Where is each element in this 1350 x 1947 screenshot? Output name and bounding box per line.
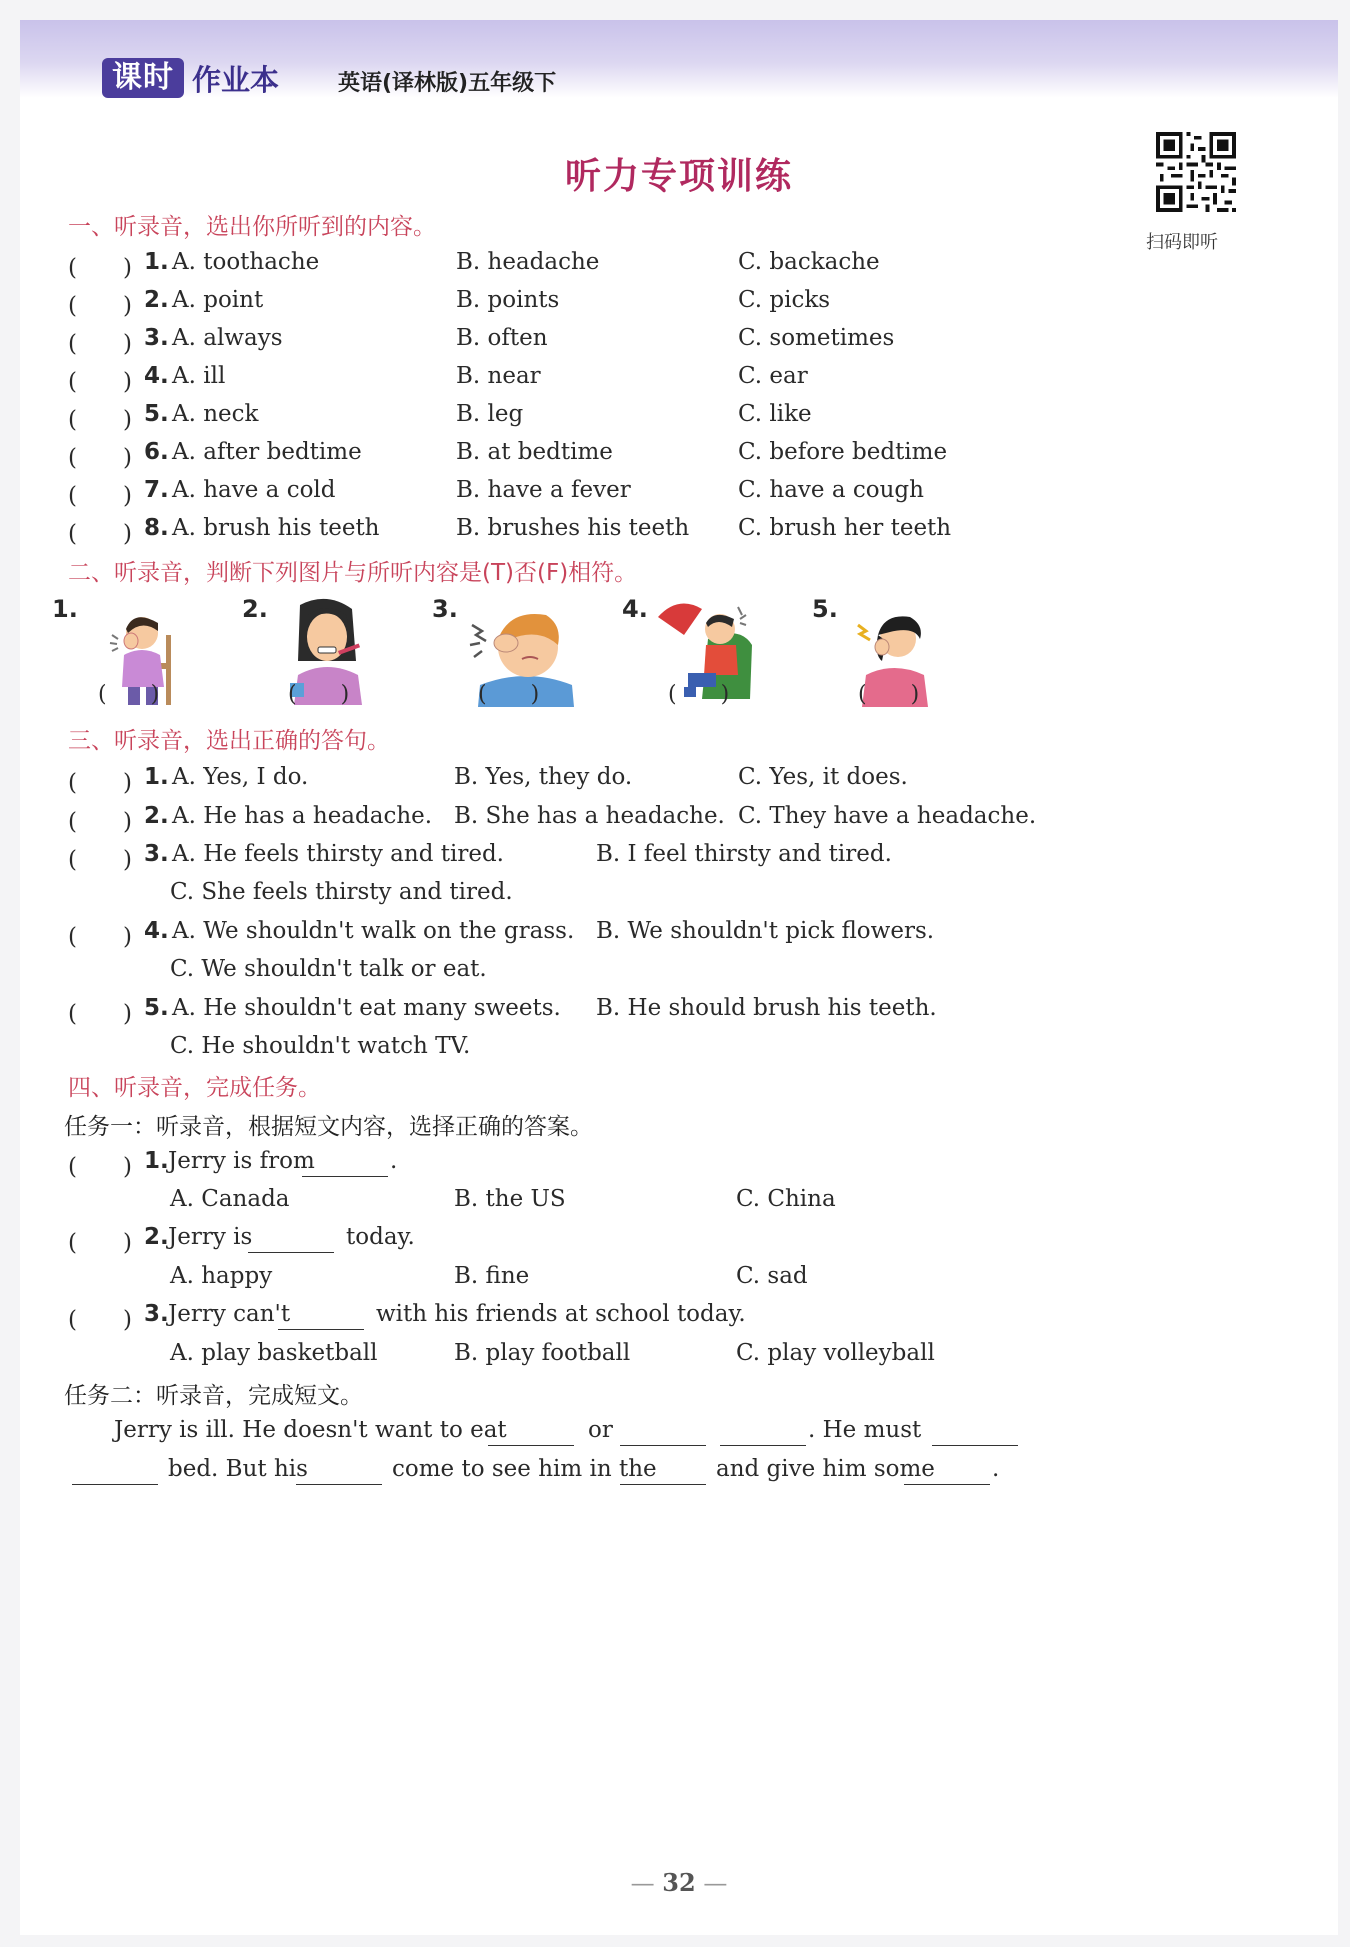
item-number: 1. [144, 1148, 169, 1174]
answer-paren[interactable]: ( ) [68, 407, 132, 433]
question-text-start: Jerry can't [168, 1301, 291, 1327]
picture-number: 5. [812, 595, 838, 623]
option-b: B. near [456, 363, 541, 389]
option-a: A. play basketball [170, 1340, 378, 1366]
option-a: A. He shouldn't eat many sweets. [172, 995, 561, 1021]
answer-paren[interactable]: ( ) [68, 521, 132, 547]
passage-text: Jerry is ill. He doesn't want to eat [114, 1417, 507, 1443]
answer-blank[interactable] [302, 1148, 388, 1177]
logo-box: 课时 [102, 58, 184, 98]
option-c: C. Yes, it does. [738, 764, 908, 790]
item-number: 3. [144, 841, 169, 867]
answer-blank[interactable] [904, 1456, 990, 1485]
section2-heading: 二、听录音，判断下列图片与所听内容是(T)否(F)相符。 [68, 560, 638, 586]
task1-heading: 任务一：听录音，根据短文内容，选择正确的答案。 [64, 1114, 593, 1140]
answer-blank[interactable] [720, 1417, 806, 1446]
option-c: C. sad [736, 1263, 808, 1289]
qr-code-icon[interactable] [1156, 132, 1236, 212]
answer-blank[interactable] [932, 1417, 1018, 1446]
option-b: B. I feel thirsty and tired. [596, 841, 892, 867]
item-number: 2. [144, 803, 169, 829]
option-a: A. toothache [172, 249, 320, 275]
question-text-end: . [390, 1148, 398, 1174]
task2-heading: 任务二：听录音，完成短文。 [64, 1383, 363, 1409]
option-b: B. at bedtime [456, 439, 613, 465]
answer-blank[interactable] [296, 1456, 382, 1485]
option-c: C. We shouldn't talk or eat. [170, 956, 487, 982]
item-number: 5. [144, 995, 169, 1021]
question-text-end: today. [346, 1224, 415, 1250]
option-b: B. often [456, 325, 548, 351]
option-b: B. leg [456, 401, 524, 427]
answer-paren[interactable]: ( ) [68, 924, 132, 950]
picture-number: 3. [432, 595, 458, 623]
option-a: A. happy [170, 1263, 273, 1289]
answer-paren[interactable]: ( ) [68, 369, 132, 395]
item-number: 1. [144, 764, 169, 790]
question-text-start: Jerry is [168, 1224, 253, 1250]
section4-heading: 四、听录音，完成任务。 [68, 1075, 321, 1101]
option-b: B. the US [454, 1186, 566, 1212]
item-number: 4. [144, 363, 169, 389]
option-c: C. China [736, 1186, 836, 1212]
option-a: A. have a cold [172, 477, 336, 503]
answer-paren[interactable]: ( ) [68, 1001, 132, 1027]
answer-paren[interactable]: ( ) [68, 255, 132, 281]
item-number: 6. [144, 439, 169, 465]
picture-number: 1. [52, 595, 78, 623]
option-c: C. before bedtime [738, 439, 948, 465]
passage-text: . [992, 1456, 1000, 1482]
option-b: B. She has a headache. [454, 803, 725, 829]
option-b: B. He should brush his teeth. [596, 995, 937, 1021]
page-number-value: 32 [662, 1868, 696, 1897]
item-number: 3. [144, 1301, 169, 1327]
option-c: C. sometimes [738, 325, 895, 351]
answer-paren[interactable]: ( ) [68, 809, 132, 835]
answer-paren[interactable]: ( ) [858, 682, 920, 707]
option-b: B. headache [456, 249, 600, 275]
page-number: — 32 — [630, 1868, 728, 1897]
answer-paren[interactable]: ( ) [288, 682, 350, 707]
answer-paren[interactable]: ( ) [68, 483, 132, 509]
answer-paren[interactable]: ( ) [68, 1154, 132, 1180]
option-b: B. fine [454, 1263, 530, 1289]
passage-text: bed. But his [168, 1456, 308, 1482]
answer-blank[interactable] [278, 1301, 364, 1330]
item-number: 4. [144, 918, 169, 944]
option-c: C. They have a headache. [738, 803, 1037, 829]
option-c: C. brush her teeth [738, 515, 952, 541]
option-a: A. point [172, 287, 264, 313]
passage-text: or [588, 1417, 613, 1443]
brand-logo [102, 58, 279, 98]
answer-paren[interactable]: ( ) [68, 1230, 132, 1256]
answer-paren[interactable]: ( ) [68, 445, 132, 471]
answer-blank[interactable] [72, 1456, 158, 1485]
option-b: B. have a fever [456, 477, 631, 503]
picture-number: 4. [622, 595, 648, 623]
item-number: 2. [144, 287, 169, 313]
section1-heading: 一、听录音，选出你所听到的内容。 [68, 214, 436, 240]
option-b: B. brushes his teeth [456, 515, 690, 541]
option-a: A. Yes, I do. [172, 764, 309, 790]
answer-paren[interactable]: ( ) [68, 770, 132, 796]
item-number: 2. [144, 1224, 169, 1250]
logo-text: 作业本 [192, 62, 280, 97]
answer-blank[interactable] [620, 1417, 706, 1446]
page-title: 听力专项训练 [564, 156, 793, 197]
picture-number: 2. [242, 595, 268, 623]
answer-paren[interactable]: ( ) [98, 682, 160, 707]
option-a: A. ill [172, 363, 226, 389]
option-c: C. picks [738, 287, 831, 313]
option-a: A. after bedtime [172, 439, 362, 465]
option-a: A. He has a headache. [172, 803, 433, 829]
qr-label: 扫码即听 [1146, 232, 1218, 253]
option-a: A. neck [172, 401, 259, 427]
answer-paren[interactable]: ( ) [68, 293, 132, 319]
option-a: A. He feels thirsty and tired. [172, 841, 504, 867]
option-a: A. We shouldn't walk on the grass. [172, 918, 575, 944]
section3-heading: 三、听录音，选出正确的答句。 [68, 728, 390, 754]
item-number: 7. [144, 477, 169, 503]
option-b: B. Yes, they do. [454, 764, 633, 790]
option-b: B. points [456, 287, 560, 313]
answer-blank[interactable] [620, 1456, 706, 1485]
option-c: C. She feels thirsty and tired. [170, 879, 513, 905]
worksheet-page [20, 20, 1338, 1935]
passage-text: and give him some [716, 1456, 935, 1482]
option-a: A. brush his teeth [172, 515, 380, 541]
option-a: A. always [172, 325, 283, 351]
option-c: C. have a cough [738, 477, 924, 503]
item-number: 8. [144, 515, 169, 541]
answer-blank[interactable] [488, 1417, 574, 1446]
answer-paren[interactable]: ( ) [68, 331, 132, 357]
item-number: 3. [144, 325, 169, 351]
option-b: B. We shouldn't pick flowers. [596, 918, 935, 944]
option-c: C. He shouldn't watch TV. [170, 1033, 471, 1059]
item-number: 5. [144, 401, 169, 427]
option-c: C. ear [738, 363, 808, 389]
passage-text: . He must [808, 1417, 922, 1443]
question-text-start: Jerry is from [168, 1148, 315, 1174]
answer-blank[interactable] [248, 1224, 334, 1253]
answer-paren[interactable]: ( ) [68, 1307, 132, 1333]
answer-paren[interactable]: ( ) [668, 682, 730, 707]
option-c: C. play volleyball [736, 1340, 935, 1366]
answer-paren[interactable]: ( ) [68, 847, 132, 873]
question-text-end: with his friends at school today. [376, 1301, 746, 1327]
option-c: C. like [738, 401, 812, 427]
item-number: 1. [144, 249, 169, 275]
answer-paren[interactable]: ( ) [478, 682, 540, 707]
option-b: B. play football [454, 1340, 631, 1366]
passage-text: come to see him in the [392, 1456, 657, 1482]
option-a: A. Canada [170, 1186, 290, 1212]
option-c: C. backache [738, 249, 880, 275]
subject-label: 英语(译林版)五年级下 [338, 71, 557, 96]
